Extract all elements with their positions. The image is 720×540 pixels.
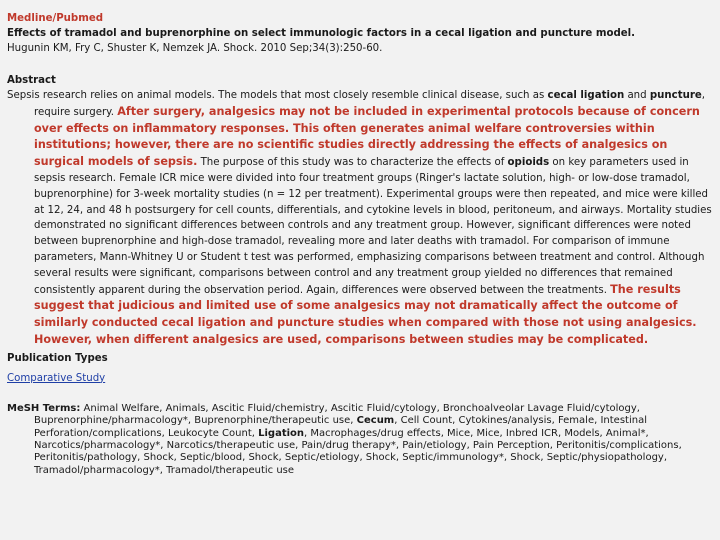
source-label: Medline/Pubmed [7, 13, 104, 24]
highlight-concern: After surgery, analgesics may not be included in experimental protocols because of concern over effects on inflammatory responses. This often generates animal welfare controversies within institutions; however, there are no scientific studies directly addressing the effects of analgesics on surgical models of sepsis. [34, 104, 700, 169]
publication-types-heading: Publication Types [7, 352, 108, 364]
citation: Hugunin KM, Fry C, Shuster K, Nemzek JA. Shock. 2010 Sep;34(3):250-60. [7, 43, 383, 54]
abstract-text: Sepsis research relies on animal models. The models that most closely resemble clinical disease, such as cecal ligation and puncture, require surgery. After surgery, analgesics may not be included in experimental protocols because of concern over effects on inflammatory responses. This often generates animal welfare controversies within institutions; however, there are no scientific studies directly addressing the effects of analgesics on surgical models of sepsis. The purpose of this study was to characterize the effects of opioids on key parameters used in sepsis research. Female ICR mice were divided into four treatment groups (Ringer's lactate solution, high- or low-dose tramadol, buprenorphine) for 3-week mortality studies (n = 12 per treatment). Experimental groups were then repeated, and mice were killed at 12, 24, and 48 h postsurgery for cell counts, differentials, and cytokine levels in blood, peritoneum, and airways. Mortality studies demonstrated no significant differences between controls and any treatment group. However, significant differences were noted between buprenorphine and high-dose tramadol, revealing more and later deaths with tramadol. For comparison of immune parameters, Mann-Whitney U or Student t test was performed, emphasizing comparisons between treatment and control. Although several results were significant, comparisons between control and any treatment group yielded no differences that remained consistently apparent during the observation period. Again, differences were observed between the treatments. The results suggest that judicious and limited use of some analgesics may not dramatically affect the outcome of similarly conducted cecal ligation and puncture studies when compared with those not using analgesics. However, when different analgesics are used, comparisons between studies may be complicated. [7, 90, 712, 346]
mesh-label: MeSH Terms: [7, 402, 81, 414]
abstract-heading: Abstract [7, 75, 56, 86]
mesh-terms: MeSH Terms: Animal Welfare, Animals, Ascitic Fluid/chemistry, Ascitic Fluid/cytology, Bronchoalveolar Lavage Fluid/cytology, Buprenorphine/pharmacology*, Buprenorphine/therapeutic use, Cecum, Cell Count, Cytokines/analysis, Female, Intestinal Perforation/complications, Leukocyte Count, Ligation, Macrophages/drug effects, Mice, Mice, Inbred ICR, Models, Animal*, Narcotics/pharmacology*, Narcotics/therapeutic use, Pain/drug therapy*, Pain/etiology, Pain Perception, Peritonitis/complications, Peritonitis/pathology, Shock, Septic/blood, Shock, Septic/etiology, Shock, Septic/immunology*, Shock, Septic/physiopathology, Tramadol/pharmacology*, Tramadol/therapeutic use [7, 402, 682, 476]
comparative-study-link[interactable]: Comparative Study [7, 372, 106, 384]
highlight-conclusion: The results suggest that judicious and limited use of some analgesics may not dramatically affect the outcome of similarly conducted cecal ligation and puncture studies when compared with those not using analgesics. However, when different analgesics are used, comparisons between studies may be complicated. [34, 282, 697, 346]
article-title: Effects of tramadol and buprenorphine on select immunologic factors in a cecal ligation and puncture model. [7, 28, 636, 39]
